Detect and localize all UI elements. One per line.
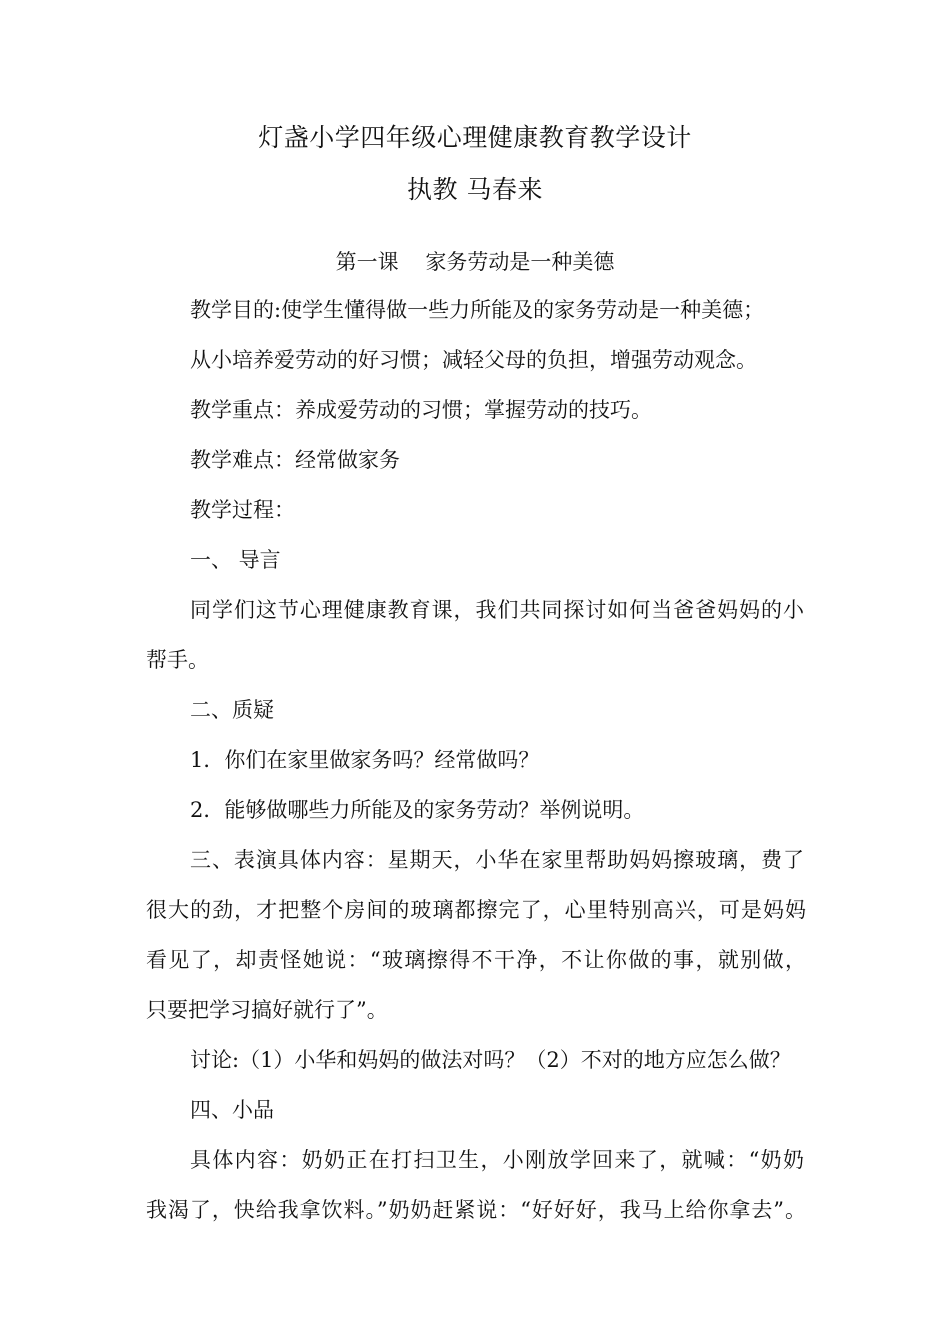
process-heading: 教学过程： bbox=[190, 498, 295, 522]
key-points: 教学重点：养成爱劳动的习惯；掌握劳动的技巧。 bbox=[190, 398, 652, 422]
performance-paragraph-line-1: 三、表演具体内容：星期天，小华在家里帮助妈妈擦玻璃，费了 bbox=[190, 848, 804, 872]
performance-paragraph-line-3: 看见了，却责怪她说：“玻璃擦得不干净，不让你做的事，就别做， bbox=[146, 948, 806, 972]
intro-paragraph-line-1: 同学们这节心理健康教育课，我们共同探讨如何当爸爸妈妈的小 bbox=[190, 598, 804, 622]
discussion-line: 讨论:（1）小华和妈妈的做法对吗？（2）不对的地方应怎么做？ bbox=[190, 1048, 791, 1072]
teacher-line: 执教 马春来 bbox=[407, 175, 543, 204]
skit-paragraph-line-2: 我渴了，快给我拿饮料。”奶奶赶紧说：“好好好，我马上给你拿去”。 bbox=[146, 1198, 806, 1222]
document-title: 灯盏小学四年级心理健康教育教学设计 bbox=[258, 123, 692, 152]
section-question-heading: 二、质疑 bbox=[190, 698, 274, 722]
performance-paragraph-line-4: 只要把学习搞好就行了”。 bbox=[146, 998, 388, 1022]
lesson-heading: 第一课 家务劳动是一种美德 bbox=[335, 250, 615, 274]
question-item-1: 1．你们在家里做家务吗？经常做吗？ bbox=[190, 748, 540, 772]
intro-paragraph-line-2: 帮手。 bbox=[146, 648, 209, 672]
performance-paragraph-line-2: 很大的劲，才把整个房间的玻璃都擦完了，心里特别高兴，可是妈妈 bbox=[146, 898, 806, 922]
objective-line-2: 从小培养爱劳动的好习惯；减轻父母的负担，增强劳动观念。 bbox=[190, 348, 757, 372]
section-intro-heading: 一、 导言 bbox=[190, 548, 281, 572]
section-skit-heading: 四、小品 bbox=[190, 1098, 274, 1122]
question-item-2: 2．能够做哪些力所能及的家务劳动？举例说明。 bbox=[190, 798, 645, 822]
skit-paragraph-line-1: 具体内容：奶奶正在打扫卫生，小刚放学回来了，就喊：“奶奶 bbox=[190, 1148, 804, 1172]
difficulty: 教学难点：经常做家务 bbox=[190, 448, 400, 472]
objective-line-1: 教学目的:使学生懂得做一些力所能及的家务劳动是一种美德； bbox=[190, 298, 765, 322]
